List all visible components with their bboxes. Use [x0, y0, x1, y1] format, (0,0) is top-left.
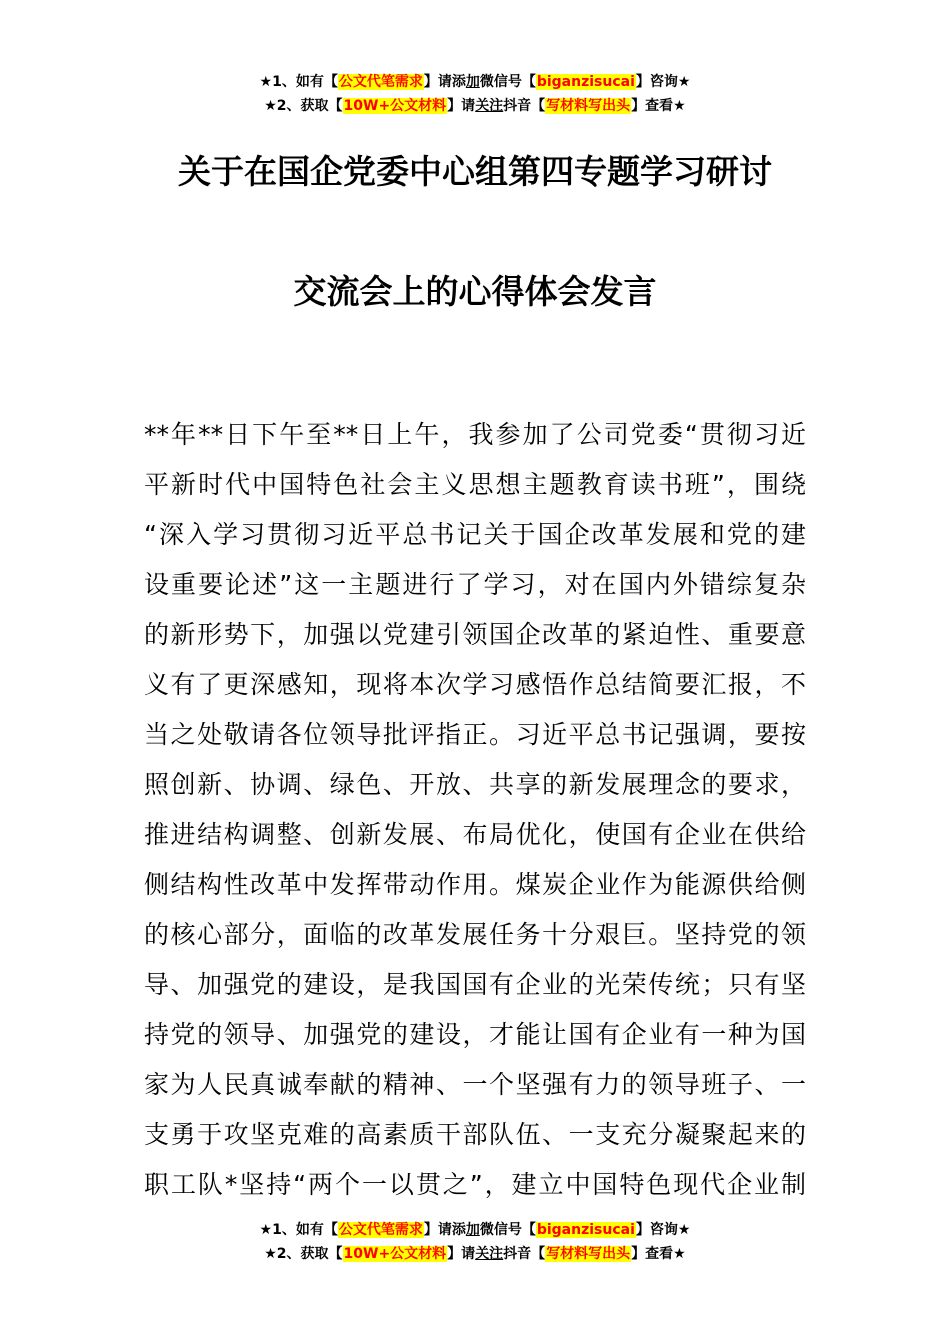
body-line: 家为人民真诚奉献的精神、一个坚强有力的领导班子、一 — [144, 1070, 806, 1099]
banner-underline-text: 加 — [465, 1222, 480, 1238]
banner-text: 微信号【 — [479, 74, 536, 90]
banner-text: ★1、如有【 — [259, 1222, 338, 1238]
banner-highlight: 写材料写出头 — [546, 1246, 631, 1262]
banner-highlight: 公文代笔需求 — [338, 74, 423, 90]
banner-highlight: 公文代笔需求 — [338, 1222, 423, 1238]
banner-line-2 — [0, 94, 950, 118]
banner-underline-text: 加 — [465, 74, 480, 90]
header-banner — [0, 70, 950, 118]
body-line: 职工队*坚持“两个一以贯之”，建立中国特色现代企业制 — [144, 1170, 806, 1199]
banner-text: 】咨询★ — [635, 74, 691, 90]
banner-text: ★2、获取【 — [264, 1246, 343, 1262]
banner-text: 抖音【 — [503, 98, 546, 114]
banner-line-2 — [0, 1242, 950, 1266]
banner-text: 微信号【 — [479, 1222, 536, 1238]
banner-highlight: 写材料写出头 — [546, 98, 631, 114]
footer-banner — [0, 1218, 950, 1266]
body-line: 照创新、协调、绿色、开放、共享的新发展理念的要求， — [144, 770, 806, 799]
body-line: 设重要论述”这一主题进行了学习，对在国内外错综复杂 — [144, 570, 806, 599]
banner-underline-text: 关注 — [475, 98, 504, 114]
banner-line-1 — [0, 70, 950, 94]
body-line: **年**日下午至**日上午，我参加了公司党委“贯彻习近 — [144, 420, 806, 449]
banner-text: ★1、如有【 — [259, 74, 338, 90]
banner-highlight: biganzisucai — [536, 74, 635, 90]
body-line: 的新形势下，加强以党建引领国企改革的紧迫性、重要意 — [144, 620, 806, 649]
banner-text: 】请 — [447, 1246, 476, 1262]
banner-text: 】咨询★ — [635, 1222, 691, 1238]
banner-text: 】请添 — [423, 1222, 466, 1238]
body-line: 侧结构性改革中发挥带动作用。煤炭企业作为能源供给侧 — [144, 870, 806, 899]
banner-text: 】请添 — [423, 74, 466, 90]
banner-highlight: 10W+公文材料 — [343, 98, 447, 114]
body-line: 义有了更深感知，现将本次学习感悟作总结简要汇报，不 — [144, 670, 806, 699]
banner-highlight: 10W+公文材料 — [343, 1246, 447, 1262]
banner-highlight: biganzisucai — [536, 1222, 635, 1238]
document-title-line-2: 交流会上的心得体会发言 — [293, 272, 657, 311]
body-line: 推进结构调整、创新发展、布局优化，使国有企业在供给 — [144, 820, 806, 849]
document-body — [144, 410, 806, 1210]
body-line: 当之处敬请各位领导批评指正。习近平总书记强调，要按 — [144, 720, 806, 749]
banner-text: 】查看★ — [631, 1246, 686, 1262]
body-line: 的核心部分，面临的改革发展任务十分艰巨。坚持党的领 — [144, 920, 806, 949]
body-line: 平新时代中国特色社会主义思想主题教育读书班”，围绕 — [144, 470, 806, 499]
banner-underline-text: 关注 — [475, 1246, 504, 1262]
body-line: “深入学习贯彻习近平总书记关于国企改革发展和党的建 — [144, 520, 806, 549]
banner-text: ★2、获取【 — [264, 98, 343, 114]
body-line: 支勇于攻坚克难的高素质干部队伍、一支充分凝聚起来的 — [144, 1120, 806, 1149]
banner-text: 】请 — [447, 98, 476, 114]
body-line: 持党的领导、加强党的建设，才能让国有企业有一种为国 — [144, 1020, 806, 1049]
body-line: 导、加强党的建设，是我国国有企业的光荣传统；只有坚 — [144, 970, 806, 999]
banner-text: 】查看★ — [631, 98, 686, 114]
document-title-line-1: 关于在国企党委中心组第四专题学习研讨 — [178, 152, 772, 191]
banner-text: 抖音【 — [503, 1246, 546, 1262]
banner-line-1 — [0, 1218, 950, 1242]
